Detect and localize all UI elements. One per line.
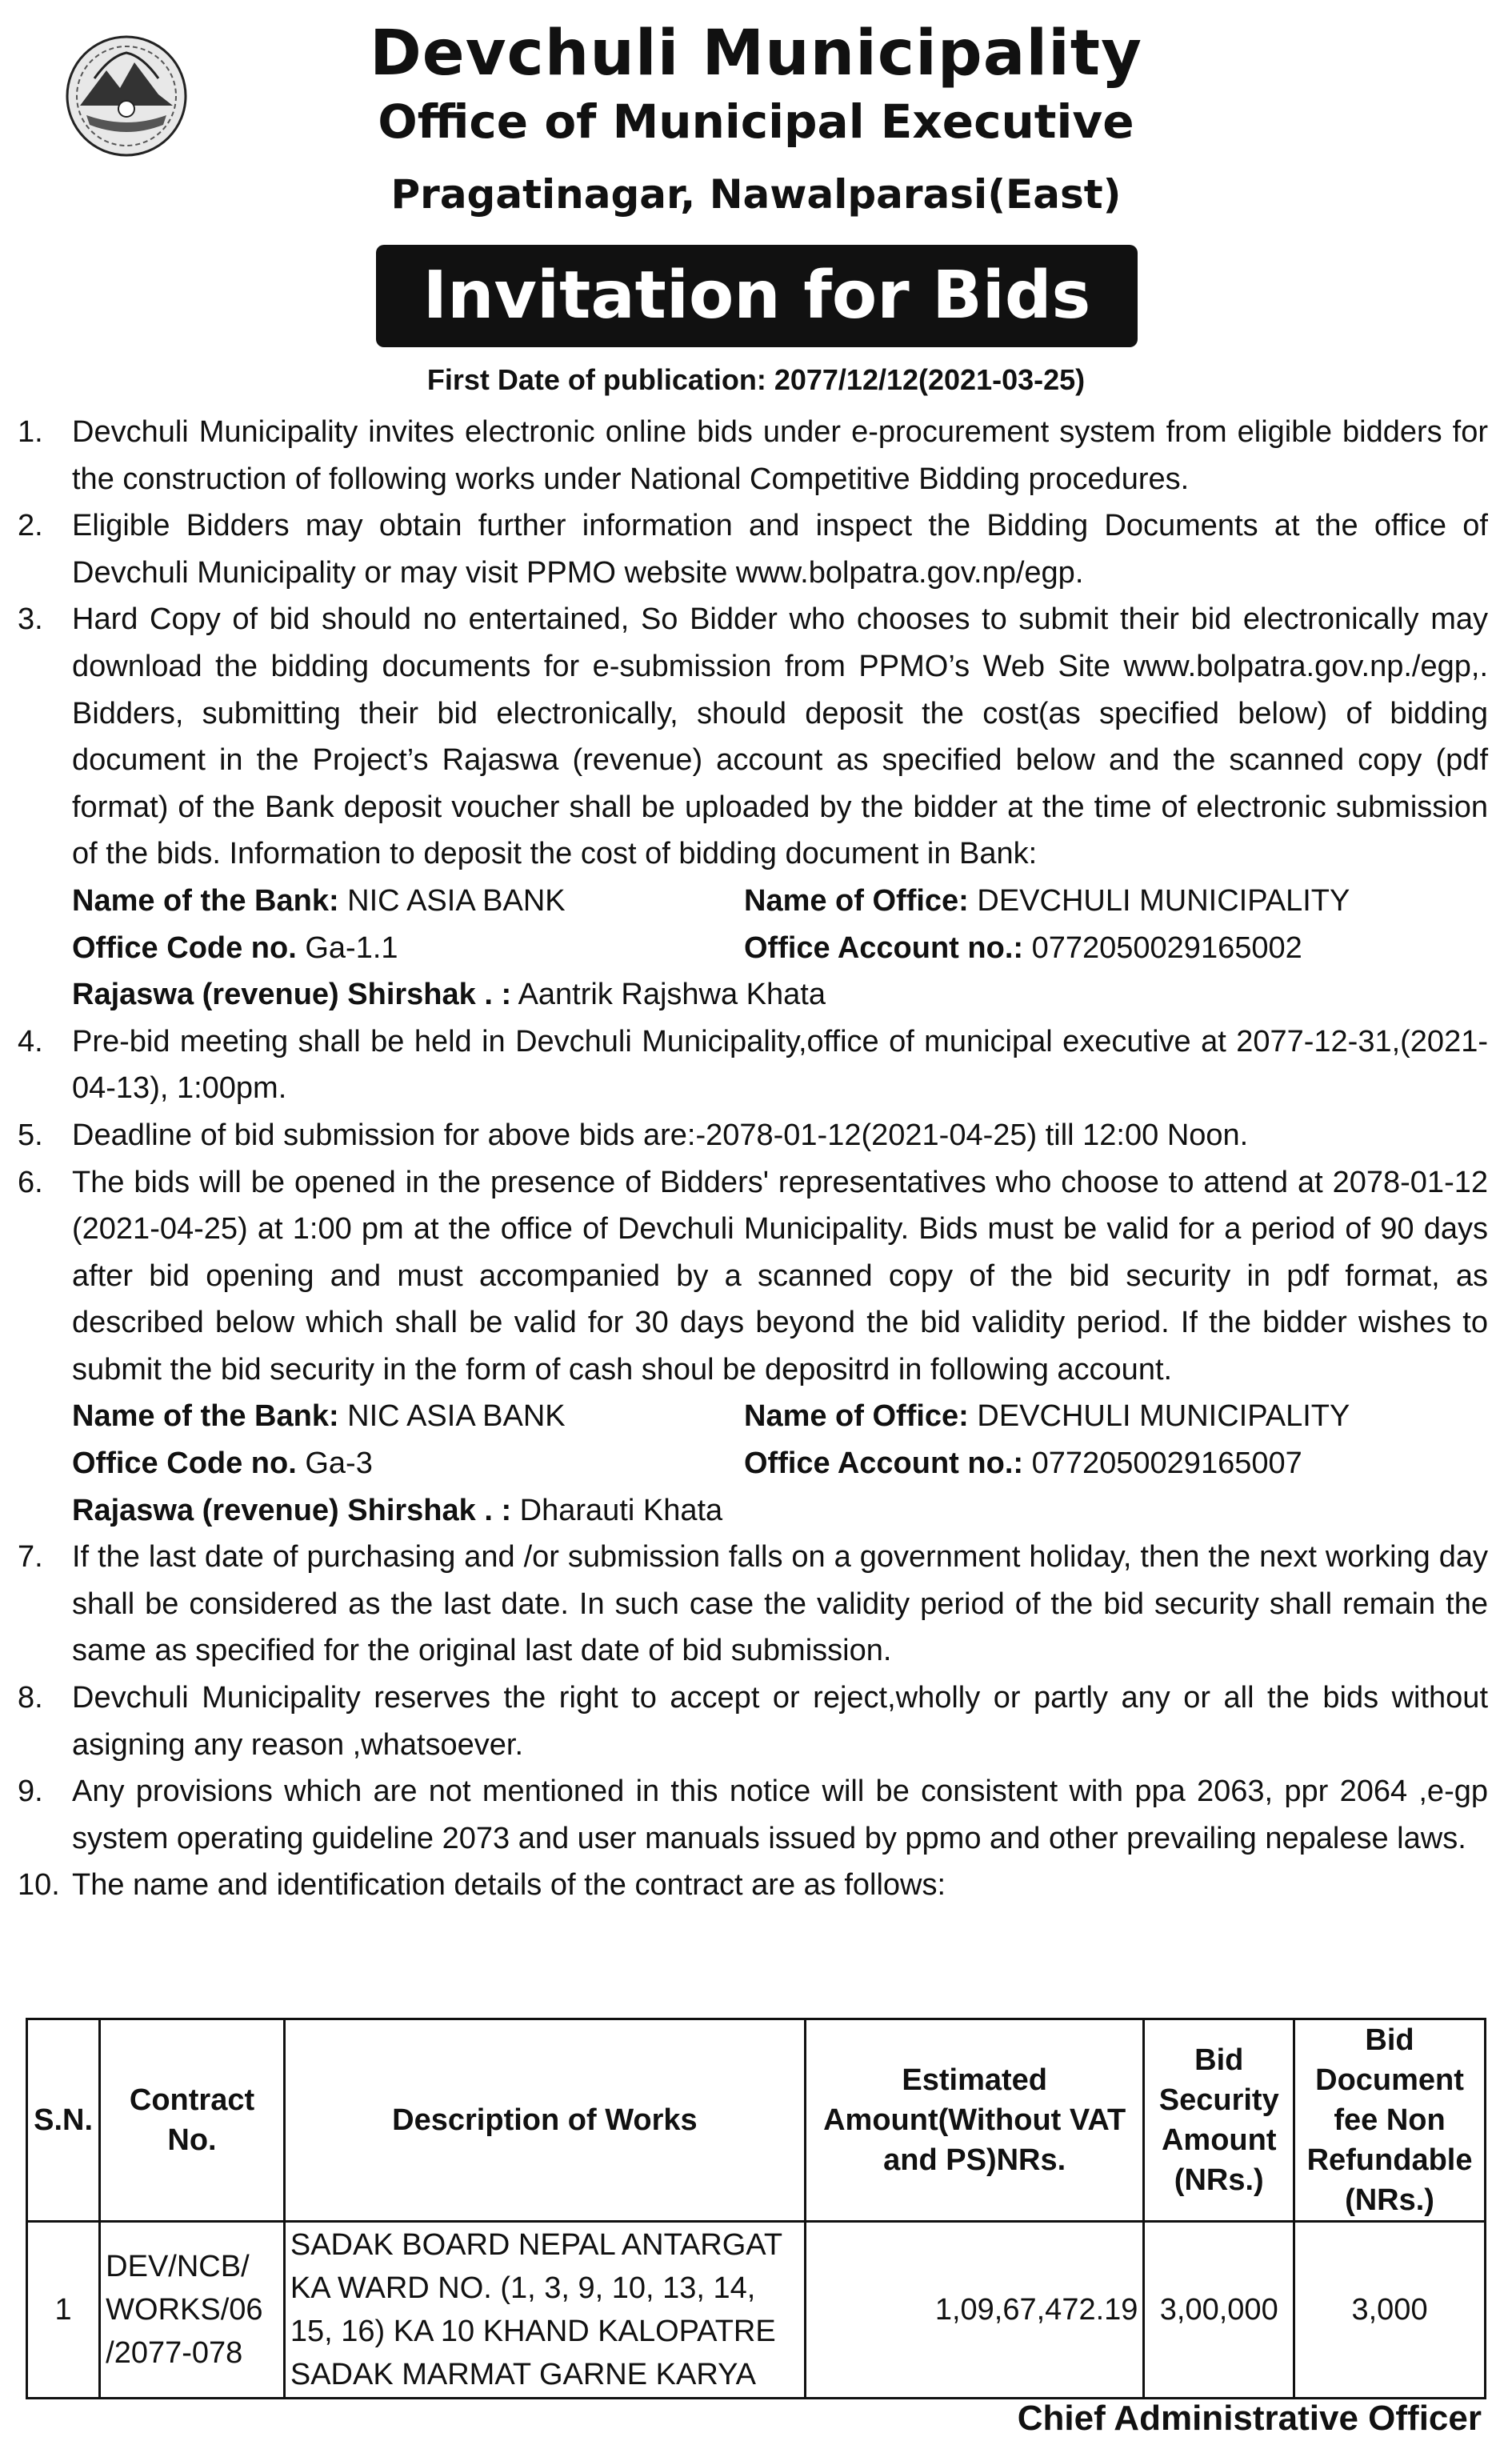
office-address: Pragatinagar, Nawalparasi(East) bbox=[390, 171, 1122, 218]
notice-item-9 bbox=[18, 1768, 1488, 1862]
office-name: Office of Municipal Executive bbox=[378, 94, 1134, 149]
notice-body bbox=[18, 409, 1488, 1909]
notice-item-5 bbox=[18, 1112, 1488, 1159]
header-estimated-amount: Estimated Amount(Without VAT and PS)NRs. bbox=[805, 2019, 1143, 2222]
office-value: DEVCHULI MUNICIPALITY bbox=[968, 883, 1350, 918]
item-number: 1. bbox=[18, 415, 43, 449]
bank-label: Name of the Bank: bbox=[72, 883, 339, 918]
item-number: 9. bbox=[18, 1775, 43, 1809]
publication-date: First Date of publication: 2077/12/12(2021-03-25) bbox=[426, 363, 1086, 396]
account-value: 0772050029165007 bbox=[1023, 1447, 1302, 1481]
cell-sn: 1 bbox=[27, 2222, 100, 2399]
item-text: Eligible Bidders may obtain further information and inspect the Bidding Documents at the office of Devchuli Municipality or may visit PPMO website www.bolpatra.gov.np/egp. bbox=[72, 509, 1488, 590]
shirshak-value: Dharauti Khata bbox=[511, 1493, 723, 1527]
item-text: Devchuli Municipality invites electronic online bids under e-procurement system from eligible bidders for the construction of following works under National Competitive Bidding procedures. bbox=[72, 415, 1488, 496]
header-sn: S.N. bbox=[27, 2019, 100, 2222]
item-number: 3. bbox=[18, 602, 43, 637]
item-text: Any provisions which are not mentioned in this notice will be consistent with ppa 2063, ppr 2064 ,e-gp system operating guideline 2073 and user manuals issued by ppmo and other prevailing nepalese laws. bbox=[72, 1775, 1488, 1855]
item-text: Hard Copy of bid should no entertained, So Bidder who chooses to submit their bid electronically may download the bidding documents for e-submission from PPMO’s Web Site www.bolpatra.gov.np./egp,. Bidders, submitting their bid electronically, should deposit the cost(as specified below) of bidding document in the Project’s Rajaswa (revenue) account as specified below and the scanned copy (pdf format) of the Bank deposit voucher shall be uploaded by the bidder at the time of electronic submission of the bids. Information to deposit the cost of bidding document in Bank: bbox=[72, 602, 1488, 871]
table-header-row bbox=[27, 2019, 1486, 2222]
bank-details-row bbox=[72, 878, 1488, 925]
shirshak-label: Rajaswa (revenue) Shirshak . : bbox=[72, 978, 512, 1012]
bank-value: NIC ASIA BANK bbox=[338, 1399, 566, 1434]
notice-item-6 bbox=[18, 1159, 1488, 1535]
item-text: If the last date of purchasing and /or submission falls on a government holiday, then the next working day shall be considered as the last date. In such case the validity period of the bid security shall remain the same as specified for the original last date of bid submission. bbox=[72, 1540, 1488, 1668]
item-number: 7. bbox=[18, 1540, 43, 1575]
cell-description: SADAK BOARD NEPAL ANTARGAT KA WARD NO. (1, 3, 9, 10, 13, 14, 15, 16) KA 10 KHAND KALOPATRE SADAK MARMAT GARNE KARYA bbox=[284, 2222, 805, 2399]
shirshak-label: Rajaswa (revenue) Shirshak . : bbox=[72, 1493, 512, 1527]
item-number: 2. bbox=[18, 509, 43, 543]
item-text: The bids will be opened in the presence of Bidders' representatives who choose to attend at 2078-01-12 (2021-04-25) at 1:00 pm at the office of Devchuli Municipality. Bids must be valid for a period of 90 days after bid opening and must accompanied by a scanned copy of the bid security in pdf format, as described below which shall be valid for 30 days beyond the bid validity period. If the bidder wishes to submit the bid security in the form of cash shoul be depositrd in following account. bbox=[72, 1165, 1488, 1387]
item-text: Deadline of bid submission for above bids are:-2078-01-12(2021-04-25) till 12:00 Noon. bbox=[72, 1118, 1249, 1152]
notice-item-4 bbox=[18, 1018, 1488, 1112]
bank-details-row bbox=[72, 1393, 1488, 1440]
item-text: The name and identification details of the contract are as follows: bbox=[72, 1868, 946, 1903]
organization-name: Devchuli Municipality bbox=[370, 18, 1142, 90]
account-details-row bbox=[72, 925, 1488, 972]
contract-table bbox=[26, 2018, 1486, 2399]
shirshak-row bbox=[72, 1487, 1488, 1535]
item-number: 5. bbox=[18, 1118, 43, 1152]
item-number: 4. bbox=[18, 1024, 43, 1058]
office-code-value: Ga-3 bbox=[296, 1447, 373, 1481]
notice-item-2 bbox=[18, 502, 1488, 596]
account-label: Office Account no.: bbox=[744, 930, 1024, 965]
header-bid-security: Bid Security Amount (NRs.) bbox=[1144, 2019, 1294, 2222]
office-value: DEVCHULI MUNICIPALITY bbox=[968, 1399, 1350, 1434]
cell-document-fee: 3,000 bbox=[1294, 2222, 1486, 2399]
bank-value: NIC ASIA BANK bbox=[338, 883, 566, 918]
cell-estimated-amount: 1,09,67,472.19 bbox=[805, 2222, 1143, 2399]
notice-item-10 bbox=[18, 1862, 1488, 1909]
signature-title: Chief Administrative Officer bbox=[1017, 2399, 1482, 2438]
notice-item-3 bbox=[18, 596, 1488, 1018]
item-text: Devchuli Municipality reserves the right to accept or reject,wholly or partly any or all the bids without asigning any reason ,whatsoever. bbox=[72, 1681, 1488, 1762]
table-row bbox=[27, 2222, 1486, 2399]
item-text: Pre-bid meeting shall be held in Devchuli Municipality,office of municipal executive at 2077-12-31,(2021-04-13), 1:00pm. bbox=[72, 1024, 1488, 1106]
office-label: Name of Office: bbox=[744, 1399, 969, 1434]
notice-title: Invitation for Bids bbox=[376, 245, 1138, 347]
cell-bid-security: 3,00,000 bbox=[1144, 2222, 1294, 2399]
bank-label: Name of the Bank: bbox=[72, 1399, 339, 1434]
notice-item-1 bbox=[18, 409, 1488, 502]
shirshak-row bbox=[72, 971, 1488, 1018]
cell-contract-no: DEV/NCB/ WORKS/06 /2077-078 bbox=[100, 2222, 285, 2399]
office-code-label: Office Code no. bbox=[72, 930, 297, 965]
header-document-fee: Bid Document fee Non Refundable (NRs.) bbox=[1294, 2019, 1486, 2222]
header-description: Description of Works bbox=[284, 2019, 805, 2222]
notice-item-7 bbox=[18, 1534, 1488, 1675]
header-contract-no: Contract No. bbox=[100, 2019, 285, 2222]
account-value: 0772050029165002 bbox=[1023, 930, 1302, 965]
office-code-label: Office Code no. bbox=[72, 1447, 297, 1481]
account-details-row bbox=[72, 1440, 1488, 1487]
item-number: 10. bbox=[18, 1868, 60, 1903]
shirshak-value: Aantrik Rajshwa Khata bbox=[511, 978, 826, 1012]
item-number: 6. bbox=[18, 1165, 43, 1199]
item-number: 8. bbox=[18, 1681, 43, 1715]
office-code-value: Ga-1.1 bbox=[296, 930, 398, 965]
account-label: Office Account no.: bbox=[744, 1447, 1024, 1481]
office-label: Name of Office: bbox=[744, 883, 969, 918]
notice-item-8 bbox=[18, 1675, 1488, 1768]
